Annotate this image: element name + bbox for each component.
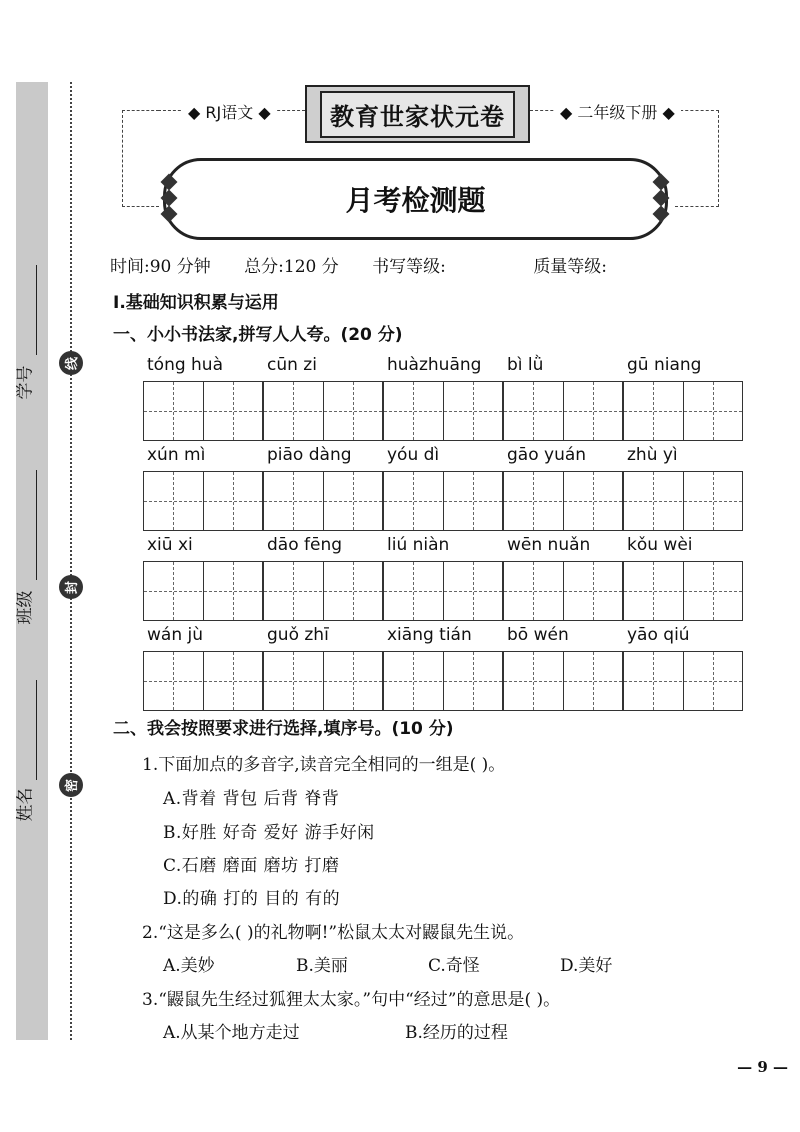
pinyin-label: yāo qiú [627, 625, 690, 645]
writing-box[interactable] [143, 471, 263, 531]
pinyin-label: guǒ zhī [267, 625, 329, 645]
quality-grade: 质量等级: [533, 257, 608, 277]
writing-box[interactable] [623, 561, 743, 621]
pinyin-label: xiū xi [147, 535, 193, 555]
writing-box[interactable] [503, 561, 623, 621]
seal-mark-line: 线 [59, 351, 83, 375]
writing-box[interactable] [263, 471, 383, 531]
pinyin-label: zhù yì [627, 445, 678, 465]
pinyin-label: huàzhuāng [387, 355, 482, 375]
q3-option-a: A.从某个地方走过 [163, 1023, 300, 1043]
pinyin-label: bō wén [507, 625, 569, 645]
q1-option-b: B.好胜 好奇 爱好 游手好闲 [163, 823, 375, 843]
writing-box[interactable] [383, 561, 503, 621]
pinyin-label: bì lǜ [507, 355, 544, 375]
writing-box[interactable] [263, 381, 383, 441]
writing-box[interactable] [143, 651, 263, 711]
writing-box[interactable] [143, 561, 263, 621]
header-frame-right [675, 110, 719, 207]
writing-box[interactable] [383, 471, 503, 531]
header-frame-left [122, 110, 159, 207]
grade-tag: ◆ 二年级下册 ◆ [554, 100, 681, 123]
pinyin-label: wán jù [147, 625, 203, 645]
q1-option-d: D.的确 打的 目的 有的 [163, 889, 341, 909]
writing-grade: 书写等级: [372, 257, 446, 277]
part-title: Ⅰ.基础知识积累与运用 [113, 293, 279, 313]
pinyin-label: liú niàn [387, 535, 450, 555]
binding-margin [16, 82, 48, 1040]
series-title-scroll [305, 85, 530, 143]
pinyin-label: yóu dì [387, 445, 440, 465]
question-1: 1.下面加点的多音字,读音完全相同的一组是( )。 [142, 755, 506, 775]
pinyin-label: tóng huà [147, 355, 224, 375]
seal-mark-seal: 封 [59, 575, 83, 599]
writing-box[interactable] [623, 651, 743, 711]
class-line [36, 470, 37, 580]
q1-option-a: A.背着 背包 后背 脊背 [163, 789, 340, 809]
pinyin-label: dāo fēng [267, 535, 343, 555]
q2-option-b: B.美丽 [296, 956, 348, 976]
test-title: 月考检测题 [163, 158, 668, 240]
pinyin-label: xún mì [147, 445, 206, 465]
pinyin-label: kǒu wèi [627, 535, 693, 555]
question-3: 3.“鼹鼠先生经过狐狸太太家。”句中“经过”的意思是( )。 [142, 990, 561, 1010]
exam-meta [110, 252, 635, 277]
pinyin-label: piāo dàng [267, 445, 352, 465]
class-label: 班级 [15, 590, 36, 625]
student-id-label: 学号 [15, 365, 36, 400]
q2-option-c: C.奇怪 [428, 956, 480, 976]
pinyin-label: cūn zi [267, 355, 317, 375]
subject-tag: ◆ RJ语文 ◆ [182, 100, 277, 123]
name-line [36, 680, 37, 780]
writing-box[interactable] [143, 381, 263, 441]
writing-box[interactable] [503, 381, 623, 441]
pinyin-label: wēn nuǎn [507, 535, 591, 555]
q3-option-b: B.经历的过程 [405, 1023, 508, 1043]
pinyin-label: gāo yuán [507, 445, 587, 465]
writing-box[interactable] [383, 381, 503, 441]
writing-box[interactable] [263, 651, 383, 711]
writing-box[interactable] [263, 561, 383, 621]
pinyin-label: gū niang [627, 355, 702, 375]
name-label: 姓名 [15, 787, 36, 822]
pinyin-label: xiāng tián [387, 625, 472, 645]
score-info: 总分:120 分 [244, 257, 339, 277]
question-2: 2.“这是多么( )的礼物啊!”松鼠太太对鼹鼠先生说。 [142, 923, 525, 943]
writing-box[interactable] [503, 651, 623, 711]
cut-line [70, 82, 72, 1040]
student-id-line [36, 265, 37, 355]
q2-option-d: D.美好 [560, 956, 613, 976]
time-info: 时间:90 分钟 [110, 257, 211, 277]
writing-box[interactable] [503, 471, 623, 531]
series-title: 教育世家状元卷 [320, 91, 515, 138]
seal-mark-secret: 密 [59, 773, 83, 797]
page-number: — 9 — [737, 1058, 788, 1076]
q1-option-c: C.石磨 磨面 磨坊 打磨 [163, 856, 340, 876]
section1-title: 一、小小书法家,拼写人人夸。(20 分) [113, 325, 403, 345]
writing-box[interactable] [623, 471, 743, 531]
writing-box[interactable] [383, 651, 503, 711]
section2-title: 二、我会按照要求进行选择,填序号。(10 分) [113, 719, 454, 739]
q2-option-a: A.美妙 [163, 956, 215, 976]
writing-box[interactable] [623, 381, 743, 441]
